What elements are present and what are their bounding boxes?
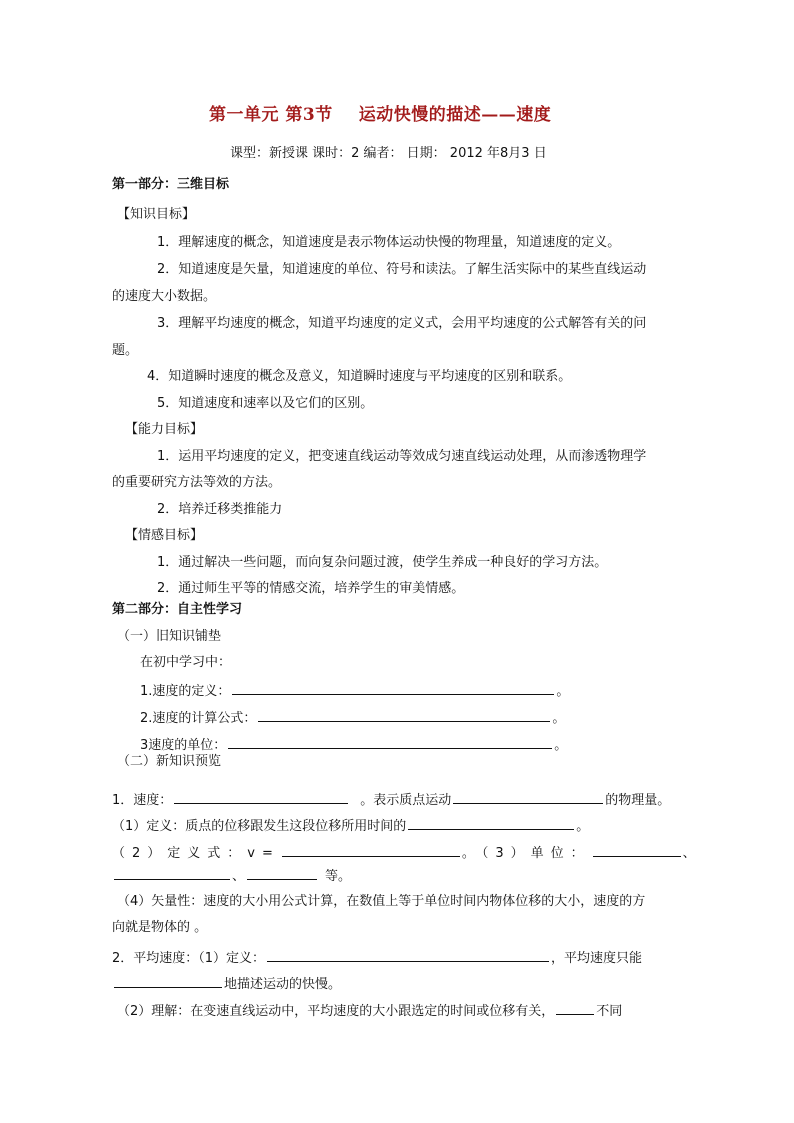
- q2-end: 。: [552, 711, 566, 726]
- knowledge-goal-2: 2．知道速度是矢量，知道速度的单位、符号和读法。了解生活实际中的某些直线运动: [157, 262, 647, 277]
- q2-blank[interactable]: [258, 707, 550, 722]
- q1-label: 1.速度的定义：: [140, 684, 231, 699]
- emotion-goal-1: 1．通过解决一些问题，而向复杂问题过渡，使学生养成一种良好的学习方法。: [157, 555, 608, 570]
- knowledge-goal-4: 4．知道瞬时速度的概念及意义，知道瞬时速度与平均速度的区别和联系。: [147, 369, 572, 384]
- avg-speed-blank-2[interactable]: [114, 973, 222, 988]
- formula-unit-line: [112, 842, 696, 863]
- q3-blank[interactable]: [228, 734, 552, 749]
- part2-heading: 第二部分：自主性学习: [112, 602, 243, 617]
- knowledge-goal-1: 1．理解速度的概念，知道速度是表示物体运动快慢的物理量，知道速度的定义。: [157, 235, 621, 250]
- knowledge-goal-2-cont: 的速度大小数据。: [112, 289, 217, 304]
- q1-end: 。: [556, 684, 570, 699]
- ability-goal-1-cont: 的重要研究方法等效的方法。: [112, 475, 282, 490]
- knowledge-goal-5: 5．知道速度和速率以及它们的区别。: [157, 396, 374, 411]
- old-knowledge-label: （一）旧知识铺垫: [117, 629, 222, 644]
- unit-end: 等。: [325, 869, 352, 884]
- understanding-text: （2）理解：在变速直线运动中，平均速度的大小跟选定的时间或位移有关，: [117, 1004, 555, 1019]
- avg-speed-blank[interactable]: [267, 947, 549, 962]
- speed-blank-2[interactable]: [453, 789, 603, 804]
- ability-goals-label: 【能力目标】: [125, 422, 204, 437]
- knowledge-goal-3: 3．理解平均速度的概念，知道平均速度的定义式，会用平均速度的公式解答有关的问: [157, 316, 647, 331]
- speed-end: 的物理量。: [605, 793, 671, 808]
- speed-mid: 。表示质点运动: [360, 793, 452, 808]
- unit-sep-1: 、: [682, 846, 696, 861]
- old-question-2: [140, 707, 565, 728]
- vector-line-1: （4）矢量性：速度的大小用公式计算，在数值上等于单位时间内物体位移的大小，速度的方: [117, 894, 646, 909]
- unit-sep-2: 、: [232, 869, 246, 884]
- emotion-goal-2: 2．通过师生平等的情感交流，培养学生的审美情感。: [157, 581, 465, 596]
- formula-label: （2）定义式：v=: [112, 846, 280, 861]
- ability-goal-2: 2．培养迁移类推能力: [157, 502, 283, 517]
- unit-blank-2[interactable]: [114, 865, 230, 880]
- vector-line-2: 向就是物体的 。: [112, 920, 208, 935]
- speed-blank-1[interactable]: [174, 789, 348, 804]
- knowledge-goals-label: 【知识目标】: [117, 207, 196, 222]
- new-knowledge-label: （二）新知识预览: [117, 754, 222, 769]
- speed-line: [112, 789, 670, 810]
- understanding-line: [117, 1000, 622, 1021]
- q3-end: 。: [554, 738, 568, 753]
- emotion-goals-label: 【情感目标】: [125, 528, 204, 543]
- ability-goal-1: 1．运用平均速度的定义，把变速直线运动等效成匀速直线运动处理，从而渗透物理学: [157, 449, 647, 464]
- lesson-title: [209, 106, 551, 124]
- definition-end: 。: [576, 819, 590, 834]
- formula-blank[interactable]: [282, 842, 460, 857]
- q3-label: 3速度的单位：: [140, 738, 227, 753]
- understanding-blank[interactable]: [556, 1000, 594, 1015]
- understanding-end: 不同: [596, 1004, 623, 1019]
- unit-line-2: [112, 865, 351, 886]
- q2-label: 2.速度的计算公式：: [140, 711, 257, 726]
- definition-line: [112, 815, 589, 836]
- definition-text: （1）定义：质点的位移跟发生这段位移所用时间的: [112, 819, 407, 834]
- unit-blank-3[interactable]: [247, 865, 317, 880]
- unit-blank-1[interactable]: [593, 842, 681, 857]
- unit-label: 。（3）单位：: [461, 846, 591, 861]
- lesson-meta: 课型：新授课 课时：2 编者： 日期： 2012 年8月3 日: [230, 146, 547, 161]
- avg-speed-line-2: [112, 973, 341, 994]
- speed-label: 1．速度：: [112, 793, 173, 808]
- old-question-1: [140, 680, 569, 701]
- part1-heading: 第一部分：三维目标: [112, 177, 230, 192]
- avg-speed-desc: 地描述运动的快慢。: [224, 977, 342, 992]
- q1-blank[interactable]: [232, 680, 554, 695]
- title-topic: 运动快慢的描述——速度: [358, 105, 552, 125]
- old-question-3: [140, 734, 567, 755]
- definition-blank[interactable]: [408, 815, 574, 830]
- old-knowledge-intro: 在初中学习中：: [140, 655, 232, 670]
- knowledge-goal-3-cont: 题。: [112, 343, 139, 358]
- title-section: 第一单元 第3节: [209, 105, 333, 125]
- avg-speed-end: ，平均速度只能: [551, 951, 643, 966]
- avg-speed-line: [112, 947, 642, 968]
- avg-speed-label: 2．平均速度：（1）定义：: [112, 951, 266, 966]
